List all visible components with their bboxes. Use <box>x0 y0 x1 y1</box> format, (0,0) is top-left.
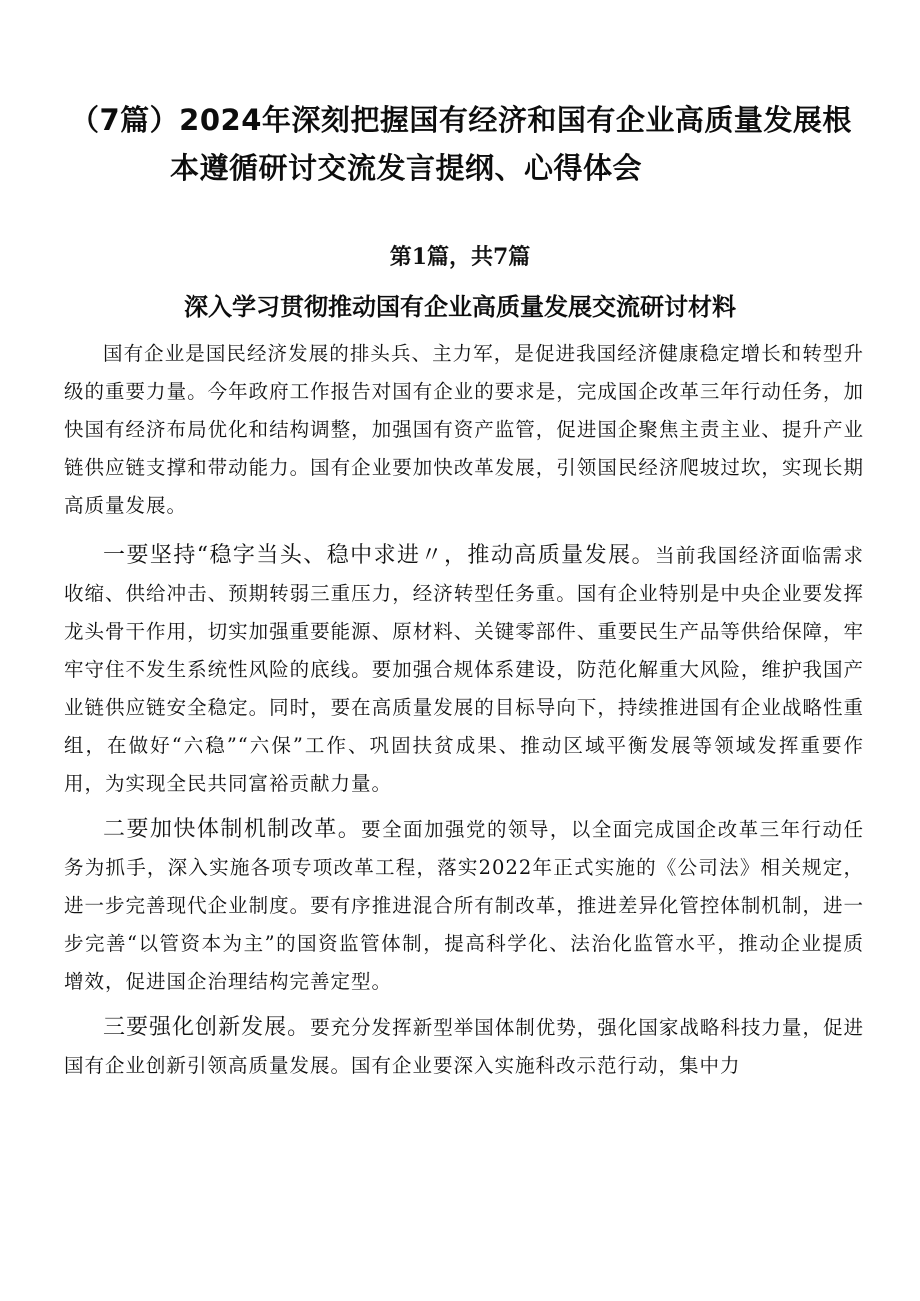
paragraph-text: 要全面加强党的领导，以全面完成国企改革三年行动任务为抓手，深入实施各项专项改革工程，落实2022年正式实施的《公司法》相关规定，进一步完善现代企业制度。要有序推进混合所有制改革，推进差异化管控体制机制，进一步完善“以管资本为主”的国资监管体制，提高科学化、法治化监管水平，推动企业提质增效，促进国企治理结构完善定型。 <box>64 818 864 993</box>
document-title <box>70 96 860 192</box>
paragraph-lead: 一要坚持“稳字当头、稳中求进〃，推动高质量发展。 <box>103 543 655 568</box>
document-body <box>64 335 864 1093</box>
paragraph-point-3 <box>64 1009 864 1085</box>
paragraph-lead: 二要加快体制机制改革。 <box>103 817 362 842</box>
paragraph-text: 当前我国经济面临需求收缩、供给冲击、预期转弱三重压力，经济转型任务重。国有企业特别是中央企业要发挥龙头骨干作用，切实加强重要能源、原材料、关键零部件、重要民生产品等供给保障，牢牢守住不发生系统性风险的底线。要加强合规体系建设，防范化解重大风险，维护我国产业链供应链安全稳定。同时，要在高质量发展的目标导向下，持续推进国有企业战略性重组，在做好“六稳”“六保”工作、巩固扶贫成果、推动区域平衡发展等领域发挥重要作用，为实现全民共同富裕贡献力量。 <box>64 544 864 795</box>
part-indicator: 第1篇，共7篇 <box>389 244 531 270</box>
paragraph-lead: 三要强化创新发展。 <box>103 1015 311 1040</box>
paragraph-point-2 <box>64 811 864 1001</box>
section-heading: 深入学习贯彻推动国有企业高质量发展交流研讨材料 <box>184 293 736 321</box>
document-title-line-1: （7篇）2024年深刻把握国有经济和国有企业高质量发展根 <box>70 103 852 137</box>
document-title-line-2: 本遵循研讨交流发言提纲、心得体会 <box>170 151 643 185</box>
paragraph-point-1 <box>64 537 864 803</box>
paragraph-text: 要充分发挥新型举国体制优势，强化国家战略科技力量，促进国有企业创新引领高质量发展。国有企业要深入实施科改示范行动，集中力 <box>64 1016 864 1077</box>
paragraph-text: 国有企业是国民经济发展的排头兵、主力军，是促进我国经济健康稳定增长和转型升级的重要力量。今年政府工作报告对国有企业的要求是，完成国企改革三年行动任务，加快国有经济布局优化和结构调整，加强国有资产监管，促进国企聚焦主责主业、提升产业链供应链支撑和带动能力。国有企业要加快改革发展，引领国民经济爬坡过坎，实现长期高质量发展。 <box>64 342 864 517</box>
paragraph-intro <box>64 335 864 525</box>
